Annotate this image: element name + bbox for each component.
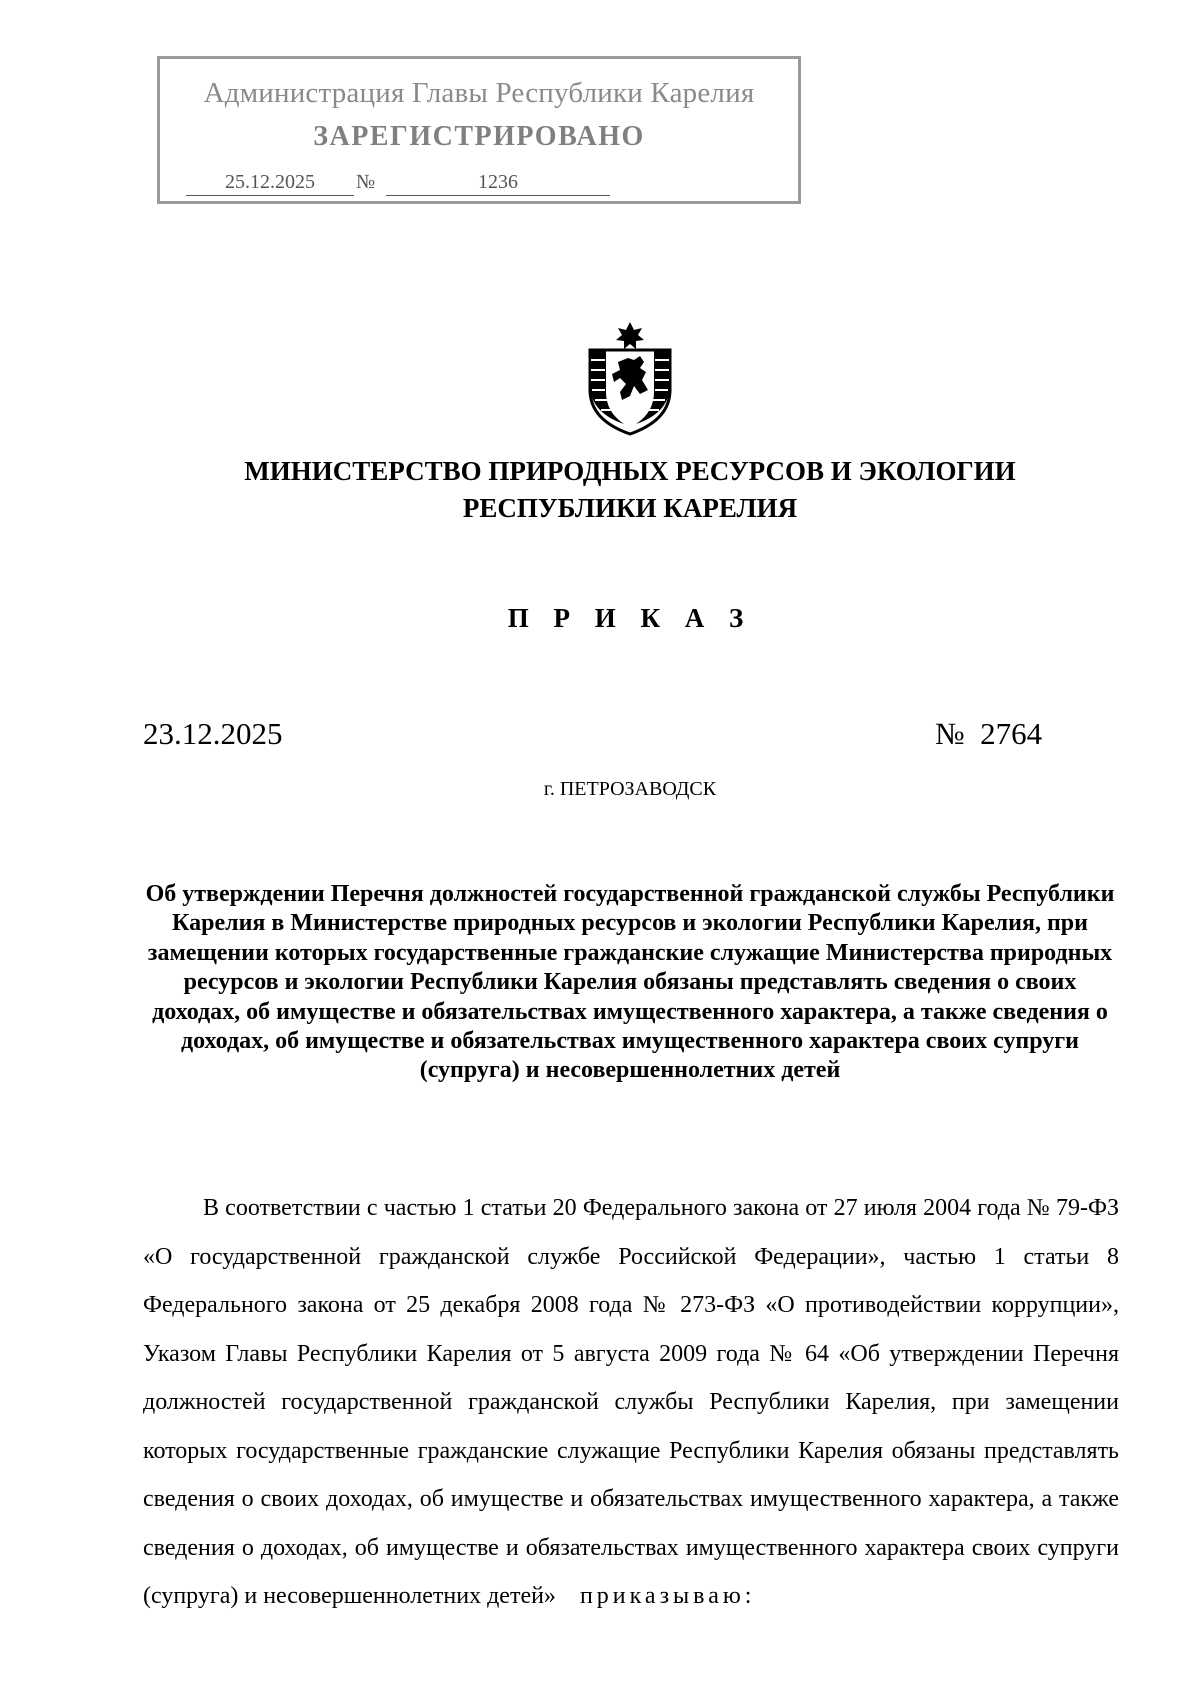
stamp-status: ЗАРЕГИСТРИРОВАНО	[313, 121, 645, 152]
order-number: № 2764	[935, 716, 1043, 751]
body-paragraph	[143, 1184, 1119, 1621]
stamp-number: 1236	[386, 171, 610, 196]
document-type: П Р И К А З	[507, 603, 753, 633]
coat-of-arms-icon	[584, 320, 676, 436]
command-word: приказываю:	[579, 1583, 756, 1609]
document-title: Об утверждении Перечня должностей государственной гражданской службы Республики Карелия в Министерстве природных ресурсов и экологии Республики Карелия, при замещении которых государственные гражданские служащие Министерства природных ресурсов и экологии Республики Карелия обязаны представлять сведения о своих доходах, об имуществе и обязательствах имущественного характера, а также сведения о доходах, об имуществе и обязательствах имущественного характера своих супруги (супруга) и несовершеннолетних детей	[145, 881, 1115, 1084]
ministry-line1: МИНИСТЕРСТВО ПРИРОДНЫХ РЕСУРСОВ И ЭКОЛОГИИ	[244, 456, 1016, 486]
city: г. ПЕТРОЗАВОДСК	[543, 778, 717, 800]
stamp-organization: Администрация Главы Республики Карелия	[203, 77, 755, 109]
stamp-registration-line	[186, 171, 768, 197]
ministry-line2: РЕСПУБЛИКИ КАРЕЛИЯ	[462, 493, 798, 523]
body-text: В соответствии с частью 1 статьи 20 Федерального закона от 27 июля 2004 года № 79-ФЗ «О государственной гражданской службе Российской Федерации», частью 1 статьи 8 Федерального закона от 25 декабря 2008 года № 273-ФЗ «О противодействии коррупции», Указом Главы Республики Карелия от 5 августа 2009 года № 64 «Об утверждении Перечня должностей государственной гражданской службы Республики Карелия, при замещении которых государственные гражданские служащие Республики Карелия обязаны представлять сведения о своих доходах, об имуществе и обязательствах имущественного характера, а также сведения о доходах, об имуществе и обязательствах имущественного характера своих супруги (супруга) и несовершеннолетних детей»	[143, 1195, 1119, 1609]
order-date: 23.12.2025	[143, 716, 283, 751]
registration-stamp	[157, 56, 801, 204]
stamp-date: 25.12.2025	[186, 171, 354, 196]
stamp-number-label: №	[356, 171, 376, 193]
ministry-name	[0, 453, 1200, 527]
